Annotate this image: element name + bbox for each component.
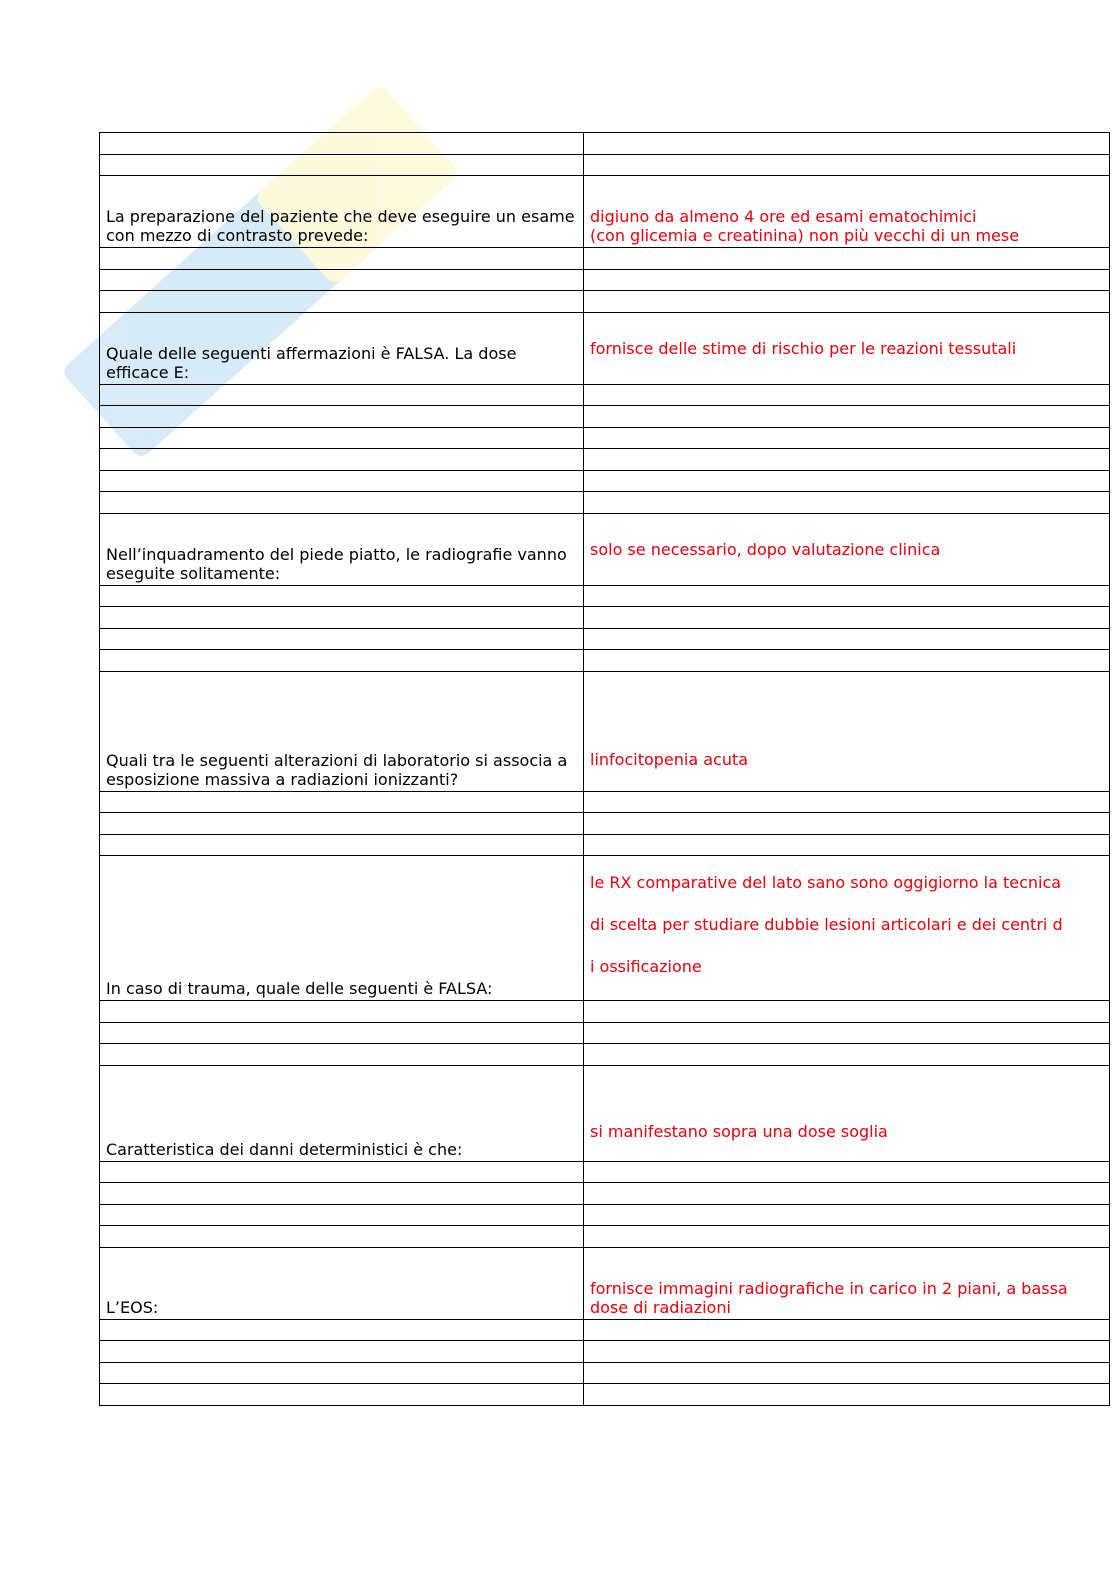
question-cell: Quale delle seguenti affermazioni è FALSA. La dose efficace E: — [100, 312, 584, 384]
question-cell: L’EOS: — [100, 1247, 584, 1319]
question-cell: Nell’inquadramento del piede piatto, le radiografie vanno eseguite solitamente: — [100, 513, 584, 585]
answer-line: i ossificazione — [590, 957, 702, 976]
answer-cell — [584, 856, 1110, 1001]
answer-line: di scelta per studiare dubbie lesioni articolari e dei centri d — [590, 915, 1063, 934]
answer-cell: solo se necessario, dopo valutazione clinica — [584, 513, 1110, 585]
answer-cell: fornisce immagini radiografiche in carico in 2 piani, a bassa dose di radiazioni — [584, 1247, 1110, 1319]
answer-cell: digiuno da almeno 4 ore ed esami ematochimici (con glicemia e creatinina) non più vecchi di un mese — [584, 176, 1110, 248]
answer-cell: fornisce delle stime di rischio per le reazioni tessutali — [584, 312, 1110, 384]
question-cell: In caso di trauma, quale delle seguenti è FALSA: — [100, 856, 584, 1001]
question-cell: Caratteristica dei danni deterministici è che: — [100, 1065, 584, 1161]
answer-cell: si manifestano sopra una dose soglia — [584, 1065, 1110, 1161]
answer-cell: linfocitopenia acuta — [584, 671, 1110, 791]
question-cell: Quali tra le seguenti alterazioni di laboratorio si associa a esposizione massiva a radiazioni ionizzanti? — [100, 671, 584, 791]
quiz-sheet — [99, 132, 1116, 1406]
question-cell: La preparazione del paziente che deve eseguire un esame con mezzo di contrasto prevede: — [100, 176, 584, 248]
quiz-table — [99, 132, 1110, 1406]
answer-line: le RX comparative del lato sano sono oggigiorno la tecnica — [590, 873, 1062, 892]
